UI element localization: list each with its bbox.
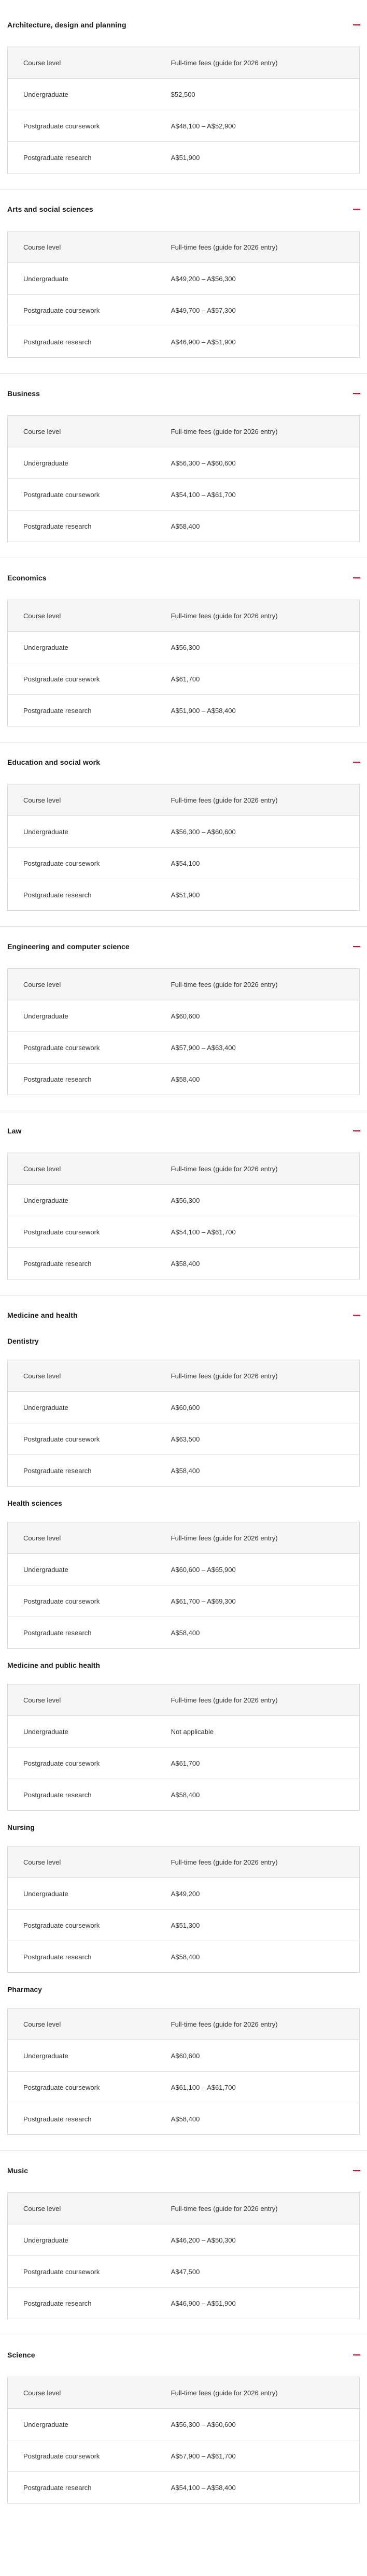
fee-cell: A$56,300 – A$60,600 — [156, 816, 360, 848]
table-row — [8, 1941, 360, 1973]
accordion-header[interactable] — [7, 21, 360, 29]
accordion-header[interactable] — [7, 1311, 360, 1319]
course-level-cell: Postgraduate coursework — [8, 110, 156, 142]
course-level-cell: Postgraduate coursework — [8, 1910, 156, 1941]
course-level-cell: Postgraduate coursework — [8, 2440, 156, 2472]
fees-block — [7, 415, 360, 542]
course-level-cell: Postgraduate coursework — [8, 2072, 156, 2103]
subsection-title: Nursing — [7, 1823, 35, 1831]
fees-header: Full-time fees (guide for 2026 entry) — [156, 231, 360, 263]
accordion-section — [0, 2150, 367, 2335]
course-level-cell: Undergraduate — [8, 447, 156, 479]
fee-cell: A$56,300 — [156, 632, 360, 663]
section-title: Music — [7, 2166, 29, 2175]
table-row — [8, 2224, 360, 2256]
fee-cell: A$49,200 – A$56,300 — [156, 263, 360, 295]
table-header-row — [8, 1360, 360, 1392]
collapse-minus-icon[interactable] — [352, 574, 361, 582]
fees-header: Full-time fees (guide for 2026 entry) — [156, 969, 360, 1000]
table-row — [8, 1248, 360, 1279]
course-level-header: Course level — [8, 1846, 156, 1878]
course-level-cell: Undergraduate — [8, 1392, 156, 1423]
table-row — [8, 2040, 360, 2072]
section-title: Education and social work — [7, 758, 101, 766]
fee-cell: A$60,600 — [156, 2040, 360, 2072]
fee-cell: A$57,900 – A$61,700 — [156, 2440, 360, 2472]
table-row — [8, 1455, 360, 1487]
course-level-header: Course level — [8, 2009, 156, 2040]
course-level-header: Course level — [8, 2377, 156, 2409]
accordion-header[interactable] — [7, 1127, 360, 1135]
fees-block — [7, 1661, 360, 1811]
fee-cell: A$54,100 – A$61,700 — [156, 1216, 360, 1248]
fee-cell: A$54,100 — [156, 848, 360, 879]
course-level-cell: Postgraduate research — [23, 1075, 92, 1083]
section-title: Law — [7, 1127, 22, 1135]
fee-cell: A$51,900 — [171, 891, 200, 899]
section-title: Architecture, design and planning — [7, 21, 126, 29]
fee-cell: A$61,100 – A$61,700 — [156, 2072, 360, 2103]
course-level-header: Course level — [8, 416, 156, 447]
collapse-minus-icon[interactable] — [352, 205, 361, 213]
course-level-cell: Postgraduate research — [23, 1466, 92, 1475]
table-header-row — [8, 2377, 360, 2409]
course-level-header: Course level — [8, 47, 156, 79]
fees-block — [7, 1823, 360, 1973]
accordion-header[interactable] — [7, 2166, 360, 2175]
course-level-cell: Undergraduate — [8, 1185, 156, 1216]
table-row — [8, 1032, 360, 1064]
fees-table — [7, 2192, 360, 2319]
fees-table — [7, 1153, 360, 1279]
course-level-header: Course level — [8, 1522, 156, 1554]
accordion-section — [0, 558, 367, 742]
fees-block — [7, 1337, 360, 1487]
table-header-row — [8, 1846, 360, 1878]
fee-cell: A$56,300 – A$60,600 — [156, 447, 360, 479]
fees-block — [7, 1985, 360, 2135]
fees-table — [7, 47, 360, 173]
fees-block — [7, 1153, 360, 1279]
course-level-cell: Postgraduate coursework — [8, 479, 156, 511]
course-level-cell: Undergraduate — [8, 263, 156, 295]
fee-cell: A$60,600 — [156, 1392, 360, 1423]
table-row — [8, 1910, 360, 1941]
table-row — [8, 663, 360, 695]
fees-table — [7, 1360, 360, 1487]
fee-cell: Not applicable — [156, 1716, 360, 1748]
fees-header: Full-time fees (guide for 2026 entry) — [156, 784, 360, 816]
course-level-cell: Undergraduate — [8, 816, 156, 848]
table-row — [8, 2409, 360, 2440]
fees-header: Full-time fees (guide for 2026 entry) — [156, 1153, 360, 1185]
course-level-header: Course level — [8, 1153, 156, 1185]
accordion-header[interactable] — [7, 389, 360, 398]
fees-table — [7, 231, 360, 358]
table-row — [8, 79, 360, 110]
course-level-cell: Postgraduate research — [23, 2115, 92, 2123]
fee-cell: A$58,400 — [171, 1259, 200, 1268]
fees-header: Full-time fees (guide for 2026 entry) — [156, 2193, 360, 2224]
accordion-section — [0, 926, 367, 1111]
fee-cell: A$58,400 — [171, 1628, 200, 1637]
accordion-section — [0, 189, 367, 373]
table-header-row — [8, 784, 360, 816]
table-row — [8, 1185, 360, 1216]
table-row — [8, 848, 360, 879]
table-header-row — [8, 1153, 360, 1185]
course-level-cell: Undergraduate — [8, 1716, 156, 1748]
fees-table — [7, 968, 360, 1095]
collapse-minus-icon[interactable] — [352, 21, 361, 29]
fees-header: Full-time fees (guide for 2026 entry) — [156, 600, 360, 632]
fees-table — [7, 2377, 360, 2504]
table-row — [8, 326, 360, 358]
fee-cell: A$47,500 — [156, 2256, 360, 2288]
table-row — [8, 816, 360, 848]
collapse-minus-icon[interactable] — [352, 1127, 361, 1135]
course-level-header: Course level — [8, 2193, 156, 2224]
table-row — [8, 1748, 360, 1779]
fees-header: Full-time fees (guide for 2026 entry) — [156, 1846, 360, 1878]
fees-header: Full-time fees (guide for 2026 entry) — [156, 416, 360, 447]
collapse-minus-icon[interactable] — [352, 2166, 361, 2175]
course-level-cell: Postgraduate research — [23, 2299, 92, 2307]
table-row — [8, 2288, 360, 2319]
accordion-header[interactable] — [7, 205, 360, 213]
table-row — [8, 879, 360, 911]
fees-block — [7, 2377, 360, 2504]
fees-table — [7, 415, 360, 542]
fee-cell: A$58,400 — [171, 1953, 200, 1961]
accordion-section — [0, 2335, 367, 2519]
table-row — [8, 1554, 360, 1585]
fees-header: Full-time fees (guide for 2026 entry) — [156, 47, 360, 79]
fees-block — [7, 784, 360, 911]
fees-block — [7, 1499, 360, 1649]
section-title: Medicine and health — [7, 1311, 78, 1319]
fee-cell: A$46,900 – A$51,900 — [171, 2299, 236, 2307]
course-level-cell: Postgraduate research — [23, 1953, 92, 1961]
fees-table — [7, 600, 360, 726]
table-row — [8, 1000, 360, 1032]
section-title: Science — [7, 2351, 35, 2359]
fee-cell: $52,500 — [156, 79, 360, 110]
fee-cell: A$57,900 – A$63,400 — [156, 1032, 360, 1064]
course-level-cell: Postgraduate coursework — [8, 1423, 156, 1455]
fees-block — [7, 2192, 360, 2319]
table-row — [8, 1716, 360, 1748]
course-level-cell: Postgraduate research — [23, 153, 92, 162]
fees-header: Full-time fees (guide for 2026 entry) — [156, 1522, 360, 1554]
fees-table — [7, 1684, 360, 1811]
fees-header: Full-time fees (guide for 2026 entry) — [156, 2377, 360, 2409]
course-level-cell: Postgraduate research — [23, 1628, 92, 1637]
table-row — [8, 479, 360, 511]
table-row — [8, 1392, 360, 1423]
fee-cell: A$51,300 — [156, 1910, 360, 1941]
fee-cell: A$51,900 – A$58,400 — [171, 706, 236, 715]
table-row — [8, 447, 360, 479]
fees-block — [7, 968, 360, 1095]
course-level-cell: Postgraduate coursework — [8, 1032, 156, 1064]
table-header-row — [8, 1684, 360, 1716]
subsection-title: Health sciences — [7, 1499, 62, 1507]
section-title: Arts and social sciences — [7, 205, 93, 213]
accordion-section — [0, 1295, 367, 2150]
course-level-cell: Postgraduate coursework — [8, 295, 156, 326]
course-level-cell: Undergraduate — [8, 2224, 156, 2256]
course-level-cell: Postgraduate research — [23, 522, 92, 530]
fees-header: Full-time fees (guide for 2026 entry) — [156, 1360, 360, 1392]
table-row — [8, 695, 360, 726]
table-row — [8, 511, 360, 542]
table-header-row — [8, 2193, 360, 2224]
course-level-cell: Undergraduate — [8, 2409, 156, 2440]
table-row — [8, 2440, 360, 2472]
fee-cell: A$46,900 – A$51,900 — [171, 338, 236, 346]
course-level-cell: Postgraduate coursework — [8, 848, 156, 879]
fees-table — [7, 784, 360, 911]
subsection-title: Pharmacy — [7, 1985, 42, 1993]
section-title: Economics — [7, 574, 47, 582]
table-header-row — [8, 969, 360, 1000]
fees-table — [7, 2008, 360, 2135]
table-row — [8, 295, 360, 326]
section-title: Business — [7, 389, 40, 398]
fees-block — [7, 47, 360, 173]
fees-header: Full-time fees (guide for 2026 entry) — [156, 2009, 360, 2040]
accordion-header[interactable] — [7, 758, 360, 766]
course-level-header: Course level — [8, 969, 156, 1000]
subsection-title: Medicine and public health — [7, 1661, 100, 1669]
course-level-cell: Undergraduate — [8, 1554, 156, 1585]
fees-block — [7, 600, 360, 726]
course-level-cell: Undergraduate — [8, 1000, 156, 1032]
fees-table — [7, 1846, 360, 1973]
fee-cell: A$56,300 – A$60,600 — [156, 2409, 360, 2440]
course-level-cell: Postgraduate coursework — [8, 2256, 156, 2288]
collapse-minus-icon[interactable] — [352, 389, 361, 398]
fees-block — [7, 231, 360, 358]
course-level-header: Course level — [8, 231, 156, 263]
table-header-row — [8, 1522, 360, 1554]
table-row — [8, 1585, 360, 1617]
course-level-cell: Postgraduate coursework — [8, 1216, 156, 1248]
fee-cell: A$61,700 — [156, 663, 360, 695]
accordion-header[interactable] — [7, 942, 360, 951]
accordion-header[interactable] — [7, 574, 360, 582]
fee-cell: A$60,600 — [156, 1000, 360, 1032]
table-row — [8, 2072, 360, 2103]
table-row — [8, 2256, 360, 2288]
fee-cell: A$54,100 – A$61,700 — [156, 479, 360, 511]
fee-cell: A$51,900 — [171, 153, 200, 162]
course-level-header: Course level — [8, 1684, 156, 1716]
course-level-header: Course level — [8, 784, 156, 816]
fee-cell: A$58,400 — [171, 522, 200, 530]
fee-cell: A$58,400 — [171, 1466, 200, 1475]
fee-cell: A$54,100 – A$58,400 — [171, 2483, 236, 2492]
accordion-section — [0, 1111, 367, 1295]
table-header-row — [8, 231, 360, 263]
course-level-cell: Undergraduate — [8, 1878, 156, 1910]
table-row — [8, 1216, 360, 1248]
fee-cell: A$49,700 – A$57,300 — [156, 295, 360, 326]
table-header-row — [8, 2009, 360, 2040]
table-row — [8, 1423, 360, 1455]
subsection-title: Dentistry — [7, 1337, 39, 1345]
table-header-row — [8, 416, 360, 447]
fee-cell: A$60,600 – A$65,900 — [156, 1554, 360, 1585]
course-level-cell: Undergraduate — [8, 2040, 156, 2072]
accordion-section — [0, 373, 367, 558]
course-level-cell: Postgraduate coursework — [8, 1748, 156, 1779]
collapse-minus-icon[interactable] — [352, 758, 361, 766]
fees-header: Full-time fees (guide for 2026 entry) — [156, 1684, 360, 1716]
course-level-cell: Postgraduate research — [23, 891, 92, 899]
table-row — [8, 2103, 360, 2135]
course-level-cell: Undergraduate — [8, 632, 156, 663]
collapse-minus-icon[interactable] — [352, 942, 361, 951]
course-level-cell: Postgraduate coursework — [8, 663, 156, 695]
collapse-minus-icon[interactable] — [352, 2351, 361, 2359]
course-level-cell: Postgraduate coursework — [8, 1585, 156, 1617]
fee-cell: A$58,400 — [171, 1075, 200, 1083]
table-row — [8, 1779, 360, 1811]
fee-cell: A$46,200 – A$50,300 — [156, 2224, 360, 2256]
fee-cell: A$58,400 — [171, 1791, 200, 1799]
fee-cell: A$58,400 — [171, 2115, 200, 2123]
course-level-cell: Postgraduate research — [23, 706, 92, 715]
course-level-header: Course level — [8, 1360, 156, 1392]
accordion-header[interactable] — [7, 2351, 360, 2359]
course-level-cell: Postgraduate research — [23, 1259, 92, 1268]
collapse-minus-icon[interactable] — [352, 1311, 361, 1319]
fee-cell: A$61,700 – A$69,300 — [156, 1585, 360, 1617]
table-row — [8, 263, 360, 295]
course-level-header: Course level — [8, 600, 156, 632]
section-title: Engineering and computer science — [7, 942, 130, 951]
table-row — [8, 1617, 360, 1649]
fee-cell: A$49,200 — [156, 1878, 360, 1910]
table-row — [8, 142, 360, 173]
course-level-cell: Postgraduate research — [23, 1791, 92, 1799]
table-row — [8, 1064, 360, 1095]
fees-table — [7, 1522, 360, 1649]
fee-cell: A$48,100 – A$52,900 — [156, 110, 360, 142]
table-header-row — [8, 600, 360, 632]
fee-cell: A$63,500 — [156, 1423, 360, 1455]
table-row — [8, 632, 360, 663]
table-header-row — [8, 47, 360, 79]
course-level-cell: Postgraduate research — [23, 338, 92, 346]
table-row — [8, 110, 360, 142]
course-level-cell: Undergraduate — [8, 79, 156, 110]
course-level-cell: Postgraduate research — [23, 2483, 92, 2492]
accordion-section — [0, 5, 367, 189]
fee-cell: A$56,300 — [156, 1185, 360, 1216]
table-row — [8, 2472, 360, 2504]
table-row — [8, 1878, 360, 1910]
fee-cell: A$61,700 — [156, 1748, 360, 1779]
accordion-section — [0, 742, 367, 926]
